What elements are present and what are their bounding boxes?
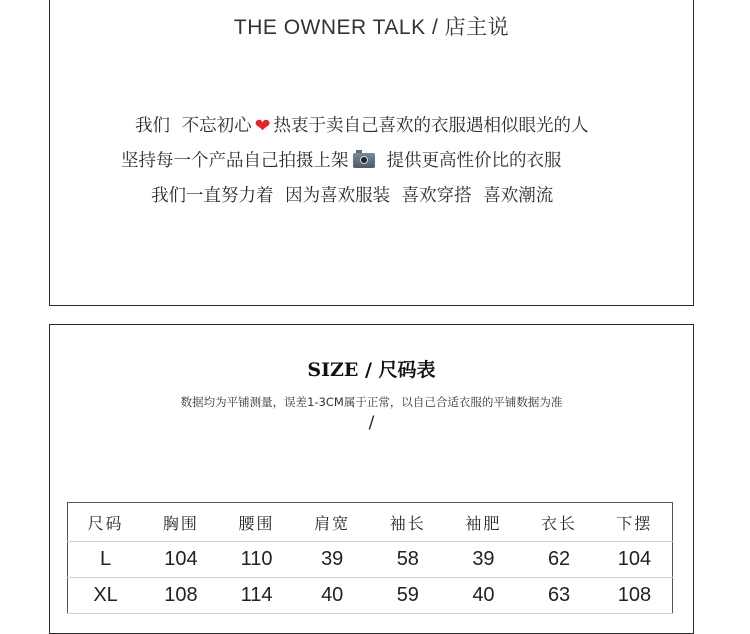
- waist-cell: 114: [219, 578, 295, 614]
- owner-talk-text: 喜欢潮流: [483, 186, 554, 206]
- sleeve-width-cell: 40: [446, 578, 522, 614]
- owner-talk-card: [49, 0, 694, 306]
- camera-icon: [353, 153, 375, 168]
- chest-cell: 104: [143, 542, 219, 578]
- size-table: [67, 502, 673, 614]
- header-cell: 下摆: [597, 503, 673, 542]
- hem-cell: 108: [597, 578, 673, 614]
- length-cell: 62: [521, 542, 597, 578]
- size-chart-note: 数据均为平铺测量，误差1-3CM属于正常，以自己合适衣服的平铺数据为准: [180, 395, 563, 409]
- header-cell: 肩宽: [294, 503, 370, 542]
- owner-talk-line-3: [151, 182, 553, 207]
- owner-talk-text: 坚持每一个产品自己拍摄上架: [121, 151, 349, 171]
- owner-talk-title: THE OWNER TALK / 店主说: [233, 16, 510, 39]
- sleeve-length-cell: 59: [370, 578, 446, 614]
- sleeve-width-cell: 39: [446, 542, 522, 578]
- chest-cell: 108: [143, 578, 219, 614]
- waist-cell: 110: [219, 542, 295, 578]
- table-row: [68, 542, 673, 578]
- shoulder-cell: 39: [294, 542, 370, 578]
- table-row: [68, 578, 673, 614]
- header-cell: 胸围: [143, 503, 219, 542]
- hem-cell: 104: [597, 542, 673, 578]
- owner-talk-text: 不忘初心: [181, 116, 252, 136]
- header-cell: 腰围: [219, 503, 295, 542]
- owner-talk-text: 提供更高性价比的衣服: [386, 151, 562, 171]
- size-chart-title: SIZE / 尺码表: [307, 359, 436, 381]
- size-chart-card: [49, 324, 694, 634]
- owner-talk-text: 我们一直努力着: [151, 186, 274, 206]
- owner-talk-text: 因为喜欢服装: [285, 186, 391, 206]
- shoulder-cell: 40: [294, 578, 370, 614]
- owner-talk-text: 热衷于卖自己喜欢的衣服遇相似眼光的人: [273, 116, 589, 136]
- sleeve-length-cell: 58: [370, 542, 446, 578]
- owner-talk-text: 我们: [135, 116, 170, 136]
- size-table-header-row: [68, 503, 673, 542]
- size-cell: L: [68, 542, 144, 578]
- owner-talk-line-1: [135, 112, 589, 137]
- length-cell: 63: [521, 578, 597, 614]
- header-cell: 衣长: [521, 503, 597, 542]
- owner-talk-line-2: [121, 147, 562, 172]
- heart-icon: ❤: [254, 115, 271, 137]
- header-cell: 尺码: [68, 503, 144, 542]
- header-cell: 袖肥: [446, 503, 522, 542]
- size-cell: XL: [68, 578, 144, 614]
- header-cell: 袖长: [370, 503, 446, 542]
- size-chart-divider: /: [368, 413, 375, 433]
- owner-talk-text: 喜欢穿搭: [401, 186, 472, 206]
